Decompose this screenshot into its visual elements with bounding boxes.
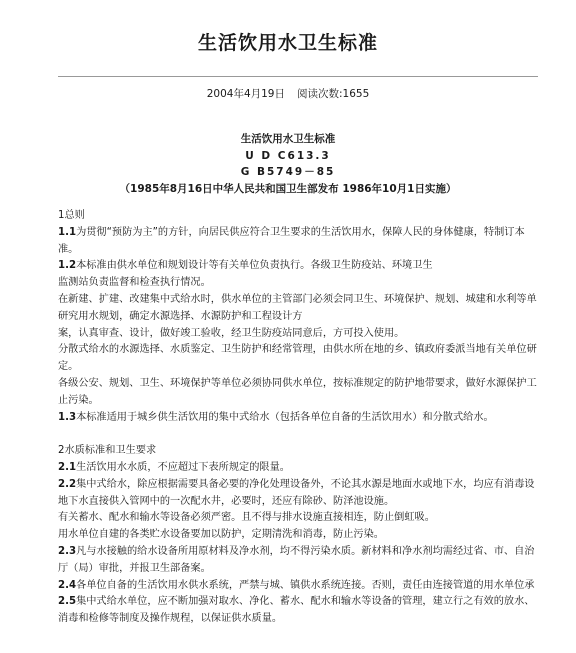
title-divider: [58, 76, 538, 77]
line-text: 定。: [58, 361, 79, 373]
line-text: 有关蓄水、配水和输水等设备必须严密。且不得与排水设施直接相连，防止倒虹吸。: [58, 512, 435, 524]
text-line: [58, 208, 542, 225]
text-line: [58, 443, 542, 460]
line-text: 1总则: [58, 210, 85, 221]
line-text: 集中式给水，除应根据需要具备必要的净化处理设备外，不论其水源是地面水或地下水，均应有消毒设: [76, 478, 535, 490]
clause-number: 2.2: [58, 478, 77, 490]
clause-number: 2.1: [58, 461, 77, 473]
standard-header: [0, 131, 576, 197]
page-title: 生活饮用水卫生标准: [197, 32, 378, 54]
text-line: [58, 242, 542, 259]
text-line: [58, 594, 542, 611]
line-text: 集中式给水单位，应不断加强对取水、净化、蓄水、配水和输水等设备的管理，建立行之有效的放水、: [76, 596, 535, 608]
read-count-label: 阅读次数:: [296, 88, 343, 100]
text-line: [58, 359, 542, 376]
text-line: [58, 376, 542, 393]
line-text: 地下水直接供入管网中的一次配水井，必要时，还应有除砂、防泽池设施。: [58, 495, 395, 507]
line-text: 用水单位自建的各类贮水设备要加以防护，定期清洗和消毒，防止污染。: [58, 529, 384, 541]
text-line: [58, 292, 542, 309]
line-text: 2水质标准和卫生要求: [58, 445, 157, 457]
line-text: 本标准由供水单位和规划设计等有关单位负责执行。各级卫生防疫站、环境卫生: [76, 260, 433, 272]
text-line: [58, 611, 542, 628]
line-text: 监测站负责监督和检查执行情况。: [58, 277, 211, 289]
clause-number: 1.2: [58, 260, 77, 272]
standard-gb: G B5749－85: [240, 166, 336, 178]
article-body: [58, 208, 542, 628]
line-text: 止污染。: [58, 394, 99, 406]
text-line: [58, 544, 542, 561]
line-text: 案，认真审查、设计，做好竣工验收，经卫生防疫站同意后，方可投入使用。: [58, 327, 405, 339]
standard-udc: U D C613.3: [245, 149, 331, 162]
line-text: 厅（局）审批，并报卫生部备案。: [58, 562, 211, 574]
publish-date: 2004年4月19日: [206, 88, 285, 100]
text-line: [58, 527, 542, 544]
line-text: 为贯彻“预防为主”的方针，向居民供应符合卫生要求的生活饮用水，保障人民的身体健康，特制订本: [76, 226, 525, 238]
clause-number: 1.1: [58, 226, 77, 238]
line-text: 凡与水接触的给水设备所用原材料及净水剂，均不得污染水质。新材料和净水剂均需经过省、市、自治: [76, 545, 535, 557]
clause-number: 2.4: [58, 579, 77, 591]
line-text: 准。: [58, 243, 79, 255]
read-count: 1655: [342, 88, 370, 100]
clause-number: 2.3: [58, 545, 77, 557]
line-text: 分散式给水的水源选择、水质鉴定、卫生防护和经常管理，由供水所在地的乡、镇政府委派当地有关单位研: [58, 344, 537, 356]
line-text: 本标准适用于城乡供生活饮用的集中式给水（包括各单位自备的生活饮用水）和分散式给水。: [76, 411, 494, 423]
text-line: [58, 275, 542, 292]
text-line: [58, 342, 542, 359]
standard-issued: （1985年8月16日中华人民共和国卫生部发布 1986年10月1日实施）: [119, 182, 457, 195]
text-line: [58, 510, 542, 527]
line-text: 各级公安、规划、卫生、环境保护等单位必须协同供水单位，按标准规定的防护地带要求，做好水源保护工: [58, 377, 537, 389]
standard-name: 生活饮用水卫生标准: [240, 133, 336, 145]
line-text: 在新建、扩建、改建集中式给水时，供水单位的主管部门必须会同卫生、环境保护、规划、城建和水利等单: [58, 293, 537, 305]
clause-number: 1.3: [58, 411, 77, 423]
line-text: 消毒和检修等制度及操作规程，以保证供水质量。: [58, 613, 283, 625]
text-line: [58, 225, 542, 242]
text-line: [58, 258, 542, 275]
text-line: [58, 460, 542, 477]
line-text: 各单位自备的生活饮用水供水系统，严禁与城、镇供水系统连接。否则，责任由连接管道的用水单位承: [76, 579, 535, 591]
article-meta: [0, 86, 576, 101]
text-line: [58, 561, 542, 578]
text-line: [58, 393, 542, 410]
clause-number: 2.5: [58, 596, 77, 608]
line-text: 生活饮用水水质，不应超过下表所规定的限量。: [76, 461, 290, 473]
text-line: [58, 477, 542, 494]
text-line: [58, 326, 542, 343]
text-line: [58, 309, 542, 326]
line-text: 研究用水规划，确定水源选择、水源防护和工程设计方: [58, 310, 303, 322]
text-line: [58, 578, 542, 595]
text-line: [58, 426, 542, 443]
text-line: [58, 494, 542, 511]
text-line: [58, 410, 542, 427]
